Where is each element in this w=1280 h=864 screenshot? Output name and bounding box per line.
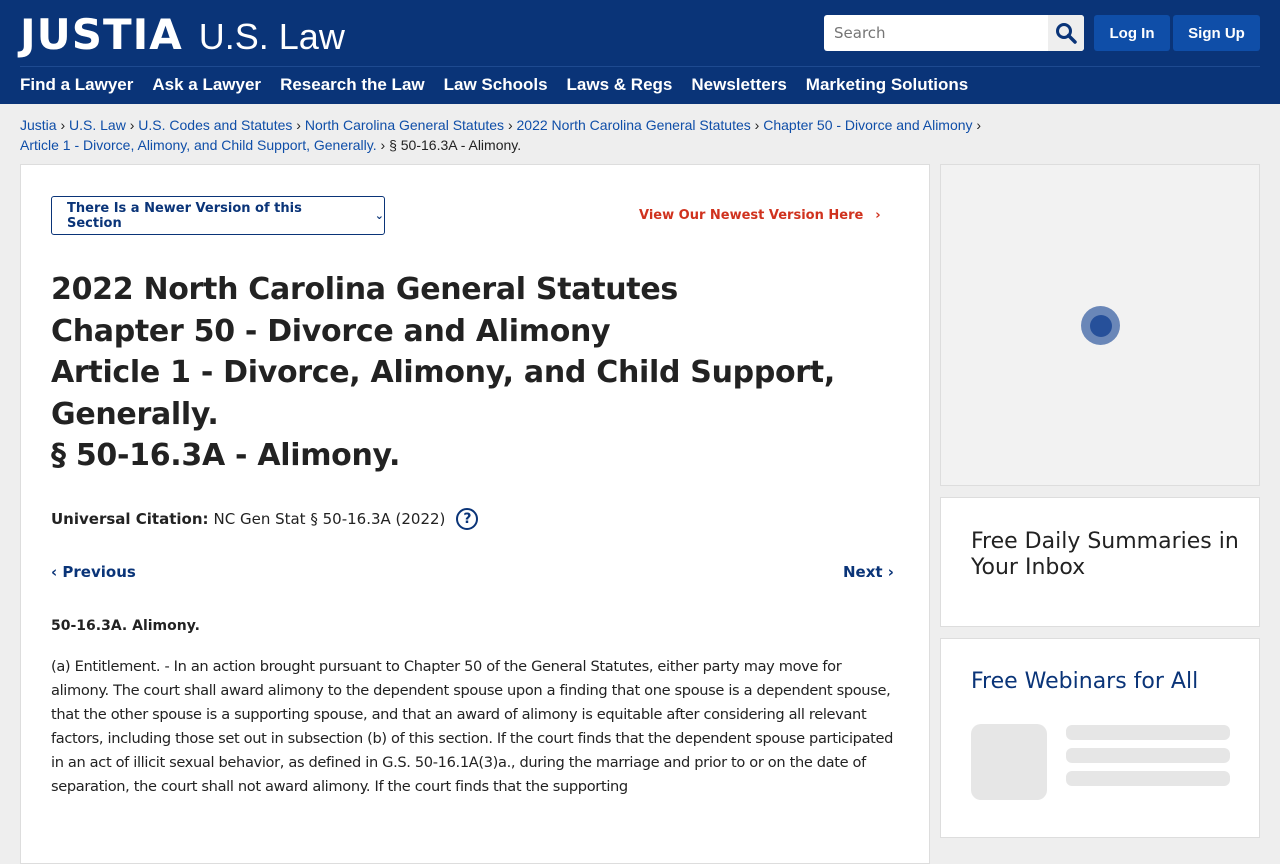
webinars-title[interactable]: Free Webinars for All — [971, 669, 1199, 694]
site-header — [0, 0, 1280, 104]
citation-label: Universal Citation: — [51, 510, 209, 528]
previous-label: Previous — [62, 563, 136, 581]
breadcrumb-link[interactable]: 2022 North Carolina General Statutes — [516, 117, 751, 133]
nav-research-the-law[interactable]: Research the Law — [280, 75, 425, 94]
next-label: Next — [843, 563, 883, 581]
newer-version-label: There Is a Newer Version of this Section — [67, 200, 302, 231]
universal-citation — [51, 508, 478, 530]
chevron-left-icon: ‹ — [51, 563, 63, 581]
section-heading: 50-16.3A. Alimony. — [51, 618, 200, 634]
chevron-down-icon: ⌄ — [374, 209, 384, 222]
ad-placeholder — [940, 164, 1260, 486]
search-input[interactable] — [824, 15, 1048, 51]
nav-laws-regs[interactable]: Laws & Regs — [566, 75, 673, 94]
title-line: 2022 North Carolina General Statutes — [51, 272, 678, 307]
breadcrumb-link[interactable]: Chapter 50 - Divorce and Alimony — [763, 117, 973, 133]
newsletter-widget — [940, 497, 1260, 627]
help-icon[interactable]: ? — [456, 508, 478, 530]
breadcrumb-link[interactable]: North Carolina General Statutes — [304, 117, 505, 133]
breadcrumb: Justia › U.S. Law › U.S. Codes and Statutes › North Carolina General Statutes › 2022 North Carolina General Statutes › Chapter 50 - Divorce and Alimony › Article 1 - Divorce, Alimony, and Child Support, Generally. › § 50-16.3A - Alimony. — [20, 117, 982, 153]
skeleton-thumbnail — [971, 724, 1047, 800]
title-line: Chapter 50 - Divorce and Alimony — [51, 313, 611, 349]
search-button[interactable] — [1048, 15, 1084, 51]
search-icon — [1055, 22, 1077, 44]
nav-ask-a-lawyer[interactable]: Ask a Lawyer — [152, 75, 262, 94]
signup-button[interactable]: Sign Up — [1173, 15, 1260, 51]
newer-version-dropdown[interactable] — [51, 196, 385, 235]
breadcrumb-link[interactable]: U.S. Codes and Statutes — [138, 117, 293, 133]
next-link[interactable] — [843, 563, 894, 581]
nav-find-a-lawyer[interactable]: Find a Lawyer — [20, 75, 134, 94]
newest-version-label: View Our Newest Version Here — [639, 208, 864, 223]
newsletter-title[interactable]: Free Daily Summaries in Your Inbox — [971, 529, 1239, 580]
webinars-widget — [940, 638, 1260, 838]
search-box — [824, 15, 1084, 51]
loading-spinner-icon — [1081, 306, 1120, 345]
newest-version-link[interactable] — [639, 208, 881, 223]
nav-newsletters[interactable]: Newsletters — [691, 75, 787, 94]
header-divider — [20, 66, 1260, 67]
chevron-right-icon: › — [875, 208, 881, 223]
page-title — [51, 269, 851, 477]
chevron-right-icon: › — [882, 563, 894, 581]
previous-link[interactable] — [51, 563, 136, 581]
breadcrumb-link[interactable]: Justia — [20, 117, 57, 133]
skeleton-line — [1066, 771, 1230, 786]
breadcrumb-current: § 50-16.3A - Alimony. — [389, 137, 522, 153]
skeleton-line — [1066, 748, 1230, 763]
justia-logo[interactable] — [20, 10, 345, 59]
title-line: Article 1 - Divorce, Alimony, and Child Support, Generally. — [51, 355, 835, 432]
title-line: § 50-16.3A - Alimony. — [51, 438, 401, 473]
statute-paragraph: (a) Entitlement. - In an action brought pursuant to Chapter 50 of the General Statutes, either party may move for alimony. The court shall award alimony to the dependent spouse upon a finding that one spouse is a dependent spouse, that the other spouse is a supporting spouse, and that an award of alimony is equitable after considering all relevant factors, including those set out in subsection (b) of this section. If the court finds that the dependent spouse participated in an act of illicit sexual behavior, as defined in G.S. 50-16.1A(3)a., during the marriage and prior to or on the date of separation, the court shall not award alimony. If the court finds that the supporting — [51, 658, 894, 795]
breadcrumb-link[interactable]: Article 1 - Divorce, Alimony, and Child Support, Generally. — [20, 137, 377, 153]
skeleton-line — [1066, 725, 1230, 740]
logo-brand: JUSTIA — [20, 10, 183, 59]
nav-law-schools[interactable]: Law Schools — [443, 75, 548, 94]
logo-subtitle: U.S. Law — [198, 16, 345, 57]
nav-marketing-solutions[interactable]: Marketing Solutions — [805, 75, 969, 94]
login-button[interactable]: Log In — [1094, 15, 1170, 51]
citation-value: NC Gen Stat § 50-16.3A (2022) — [213, 510, 446, 528]
main-nav — [20, 75, 968, 95]
breadcrumb-link[interactable]: U.S. Law — [69, 117, 126, 133]
main-content — [20, 164, 930, 864]
